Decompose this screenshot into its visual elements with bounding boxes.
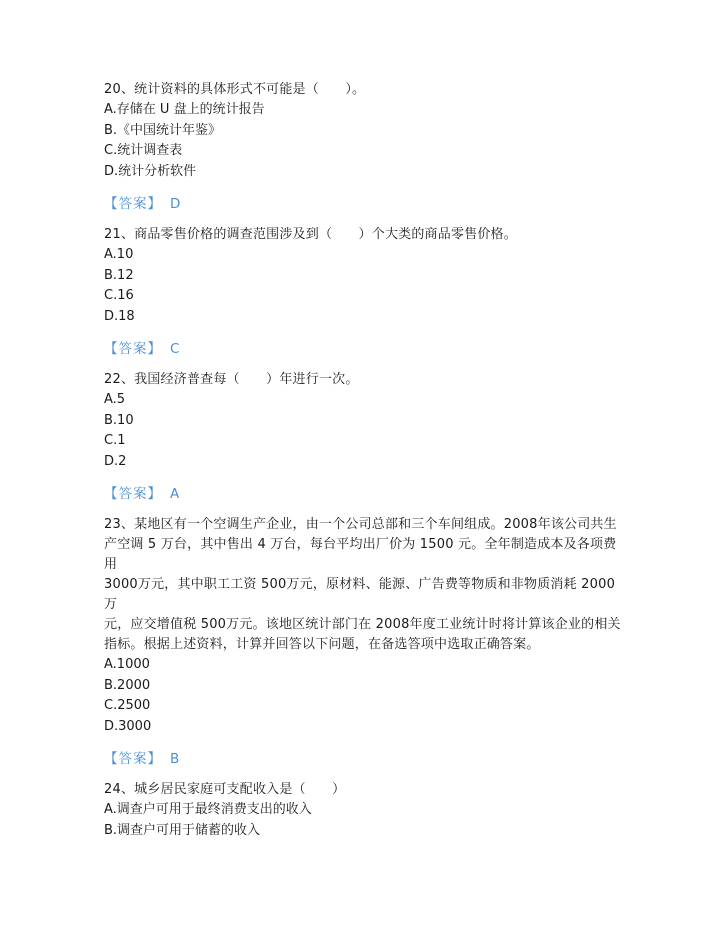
answer-label: 【答案】	[104, 341, 162, 357]
exam-page	[104, 80, 624, 841]
question-22	[104, 370, 624, 504]
answer-value: C	[170, 341, 181, 357]
question-stem: 21、商品零售价格的调查范围涉及到（ ）个大类的商品零售价格。	[104, 227, 517, 242]
question-stem-line: 3000万元，其中职工工资 500万元，原材料、能源、广告费等物质和非物质消耗 2000万	[104, 577, 616, 612]
question-24	[104, 780, 624, 841]
option-c: C.2500	[104, 698, 151, 713]
option-d: D.3000	[104, 718, 152, 734]
answer-line	[104, 194, 624, 214]
option-a: A.10	[104, 247, 134, 262]
answer-value: D	[170, 196, 182, 212]
answer-line	[104, 484, 624, 504]
answer-label: 【答案】	[104, 196, 162, 212]
option-a: A.存储在 U 盘上的统计报告	[104, 102, 265, 117]
option-a: A.1000	[104, 657, 150, 672]
question-20	[104, 80, 624, 214]
option-b: B.10	[104, 412, 134, 428]
question-stem: 22、我国经济普查每（ ）年进行一次。	[104, 372, 359, 387]
answer-value: B	[170, 751, 181, 767]
question-23	[104, 515, 624, 769]
option-a: A.5	[104, 392, 126, 407]
question-stem-line: 23、某地区有一个空调生产企业，由一个公司总部和三个车间组成。2008年该公司共生	[104, 517, 617, 532]
question-stem-line: 指标。根据上述资料，计算并回答以下问题，在备选答项中选取正确答案。	[104, 637, 540, 652]
question-stem-line: 元，应交增值税 500万元。该地区统计部门在 2008年度工业统计时将计算该企业的相关	[104, 617, 621, 632]
option-c: C.1	[104, 433, 126, 448]
option-d: D.18	[104, 308, 135, 324]
option-d: D.2	[104, 453, 127, 469]
answer-line	[104, 749, 624, 769]
question-stem-line: 产空调 5 万台，其中售出 4 万台，每台平均出厂价为 1500 元。全年制造成本及各项费用	[104, 537, 617, 572]
answer-value: A	[170, 486, 181, 502]
option-a: A.调查户可用于最终消费支出的收入	[104, 802, 312, 817]
option-b: B.《中国统计年鉴》	[104, 122, 222, 138]
answer-label: 【答案】	[104, 486, 162, 502]
option-b: B.调查户可用于储蓄的收入	[104, 822, 261, 838]
question-stem: 24、城乡居民家庭可支配收入是（ ）	[104, 782, 346, 797]
option-c: C.16	[104, 288, 134, 303]
option-b: B.2000	[104, 677, 151, 693]
option-b: B.12	[104, 267, 134, 283]
answer-label: 【答案】	[104, 751, 162, 767]
answer-line	[104, 339, 624, 359]
question-stem: 20、统计资料的具体形式不可能是（ ）。	[104, 82, 366, 97]
option-c: C.统计调查表	[104, 143, 183, 158]
question-21	[104, 225, 624, 359]
option-d: D.统计分析软件	[104, 163, 197, 179]
